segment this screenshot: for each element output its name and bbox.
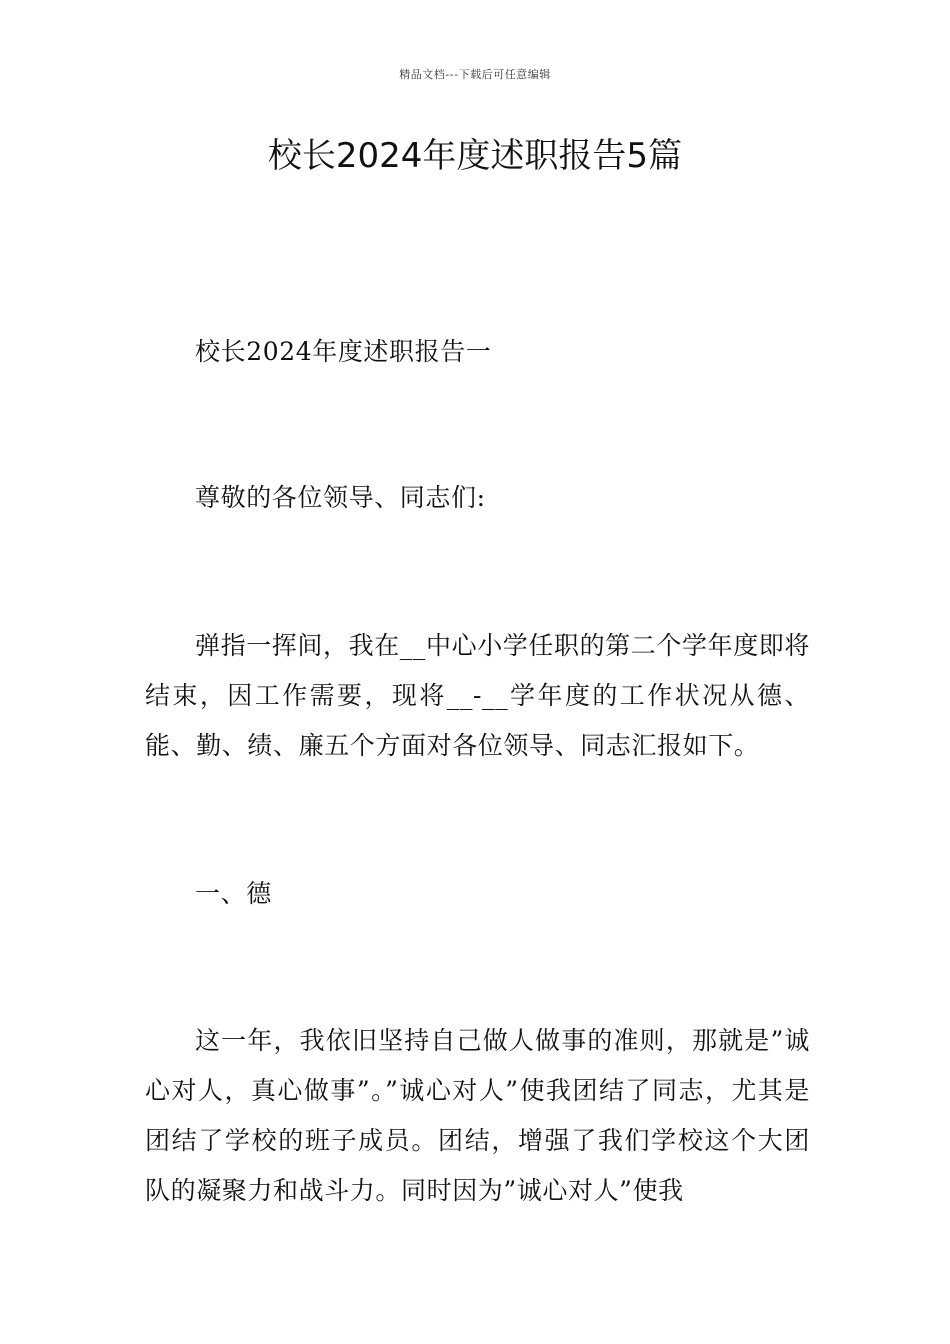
intro-paragraph: 弹指一挥间，我在__中心小学任职的第二个学年度即将结束，因工作需要，现将__-__学年度的工作状况从德、能、勤、绩、廉五个方面对各位领导、同志汇报如下。 [145,631,811,760]
document-title: 校长2024年度述职报告5篇 [267,136,683,176]
section-body-paragraph: 这一年，我依旧坚持自己做人做事的准则，那就是”诚心对人，真心做事”。”诚心对人”使我团结了同志，尤其是团结了学校的班子成员。团结，增强了我们学校这个大团队的凝聚力和战斗力。同时因为”诚心对人”使我 [145,1026,810,1205]
section-heading: 一、德 [195,879,272,908]
greeting-paragraph: 尊敬的各位领导、同志们: [195,483,486,512]
report-subtitle: 校长2024年度述职报告一 [195,337,492,366]
page-header-note: 精品文档---下载后可任意编辑 [399,68,551,81]
